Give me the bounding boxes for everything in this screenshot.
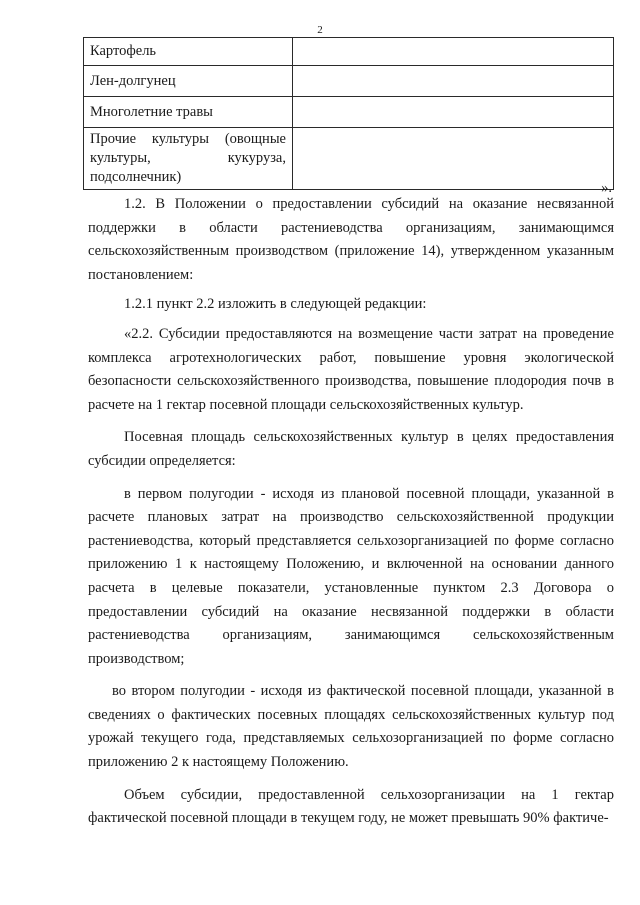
crop-value-cell — [293, 128, 614, 190]
paragraph-first-half-year: в первом полугодии - исходя из плановой посевной площади, указанной в расчете плановых затрат на производство сельскохозяйственной продукции растениеводства, который представляется сельхозорганизацией по форме согласно приложению 1 к настоящему Положению, и включенной на основании данного расчета в целевые показатели, установленные пунктом 2.3 Договора о предоставлении субсидий на оказание несвязанной поддержки в области растениеводства организациям, занимающимся сельскохозяйственным производством; — [88, 485, 614, 667]
paragraph-subsidy-volume: Объем субсидии, предоставленной сельхозорганизации на 1 гектар фактической посевной площади в текущем году, не может превышать 90% фактиче- — [88, 786, 614, 827]
paragraph-second-half-year: во втором полугодии - исходя из фактической посевной площади, указанной в сведениях о фактических посевных площадях сельскохозяйственных культур под урожай текущего года, представляемых сельхозорганизацией по форме согласно приложению 2 к настоящему Положению. — [88, 683, 614, 771]
crop-value-cell — [293, 66, 614, 97]
paragraph-clause-2-2: «2.2. Субсидии предоставляются на возмещение части затрат на проведение комплекса агротехнологических работ, повышение уровня экологической безопасности сельскохозяйственного производства, повышение плодородия почв в расчете на 1 гектар посевной площади сельскохозяйственных культур. — [88, 325, 614, 413]
closing-quote: ». — [601, 180, 612, 196]
crop-name-cell: Многолетние травы — [84, 97, 293, 128]
table-row — [84, 128, 614, 190]
page-number: 2 — [317, 24, 323, 36]
paragraph-sown-area: Посевная площадь сельскохозяйственных культур в целях предоставления субсидии определяется: — [88, 429, 614, 469]
crop-value-cell — [293, 97, 614, 128]
crop-name-cell: Картофель — [84, 38, 293, 66]
crop-name-cell: Лен-долгунец — [84, 66, 293, 97]
paragraph-item-1-2-1: 1.2.1 пункт 2.2 изложить в следующей редакции: — [124, 296, 427, 313]
crops-table — [83, 37, 614, 190]
crop-name-cell: Прочие культуры (овощные культуры, кукуруза, подсолнечник) — [84, 128, 293, 190]
crop-value-cell — [293, 38, 614, 66]
document-body — [88, 193, 614, 831]
table-row — [84, 38, 614, 66]
paragraph-section-1-2: 1.2. В Положении о предоставлении субсидий на оказание несвязанной поддержки в области растениеводства организациям, занимающимся сельскохозяйственным производством (приложение 14), утвержденном указанным постановлением: — [88, 196, 614, 283]
table-row — [84, 66, 614, 97]
table-row — [84, 97, 614, 128]
